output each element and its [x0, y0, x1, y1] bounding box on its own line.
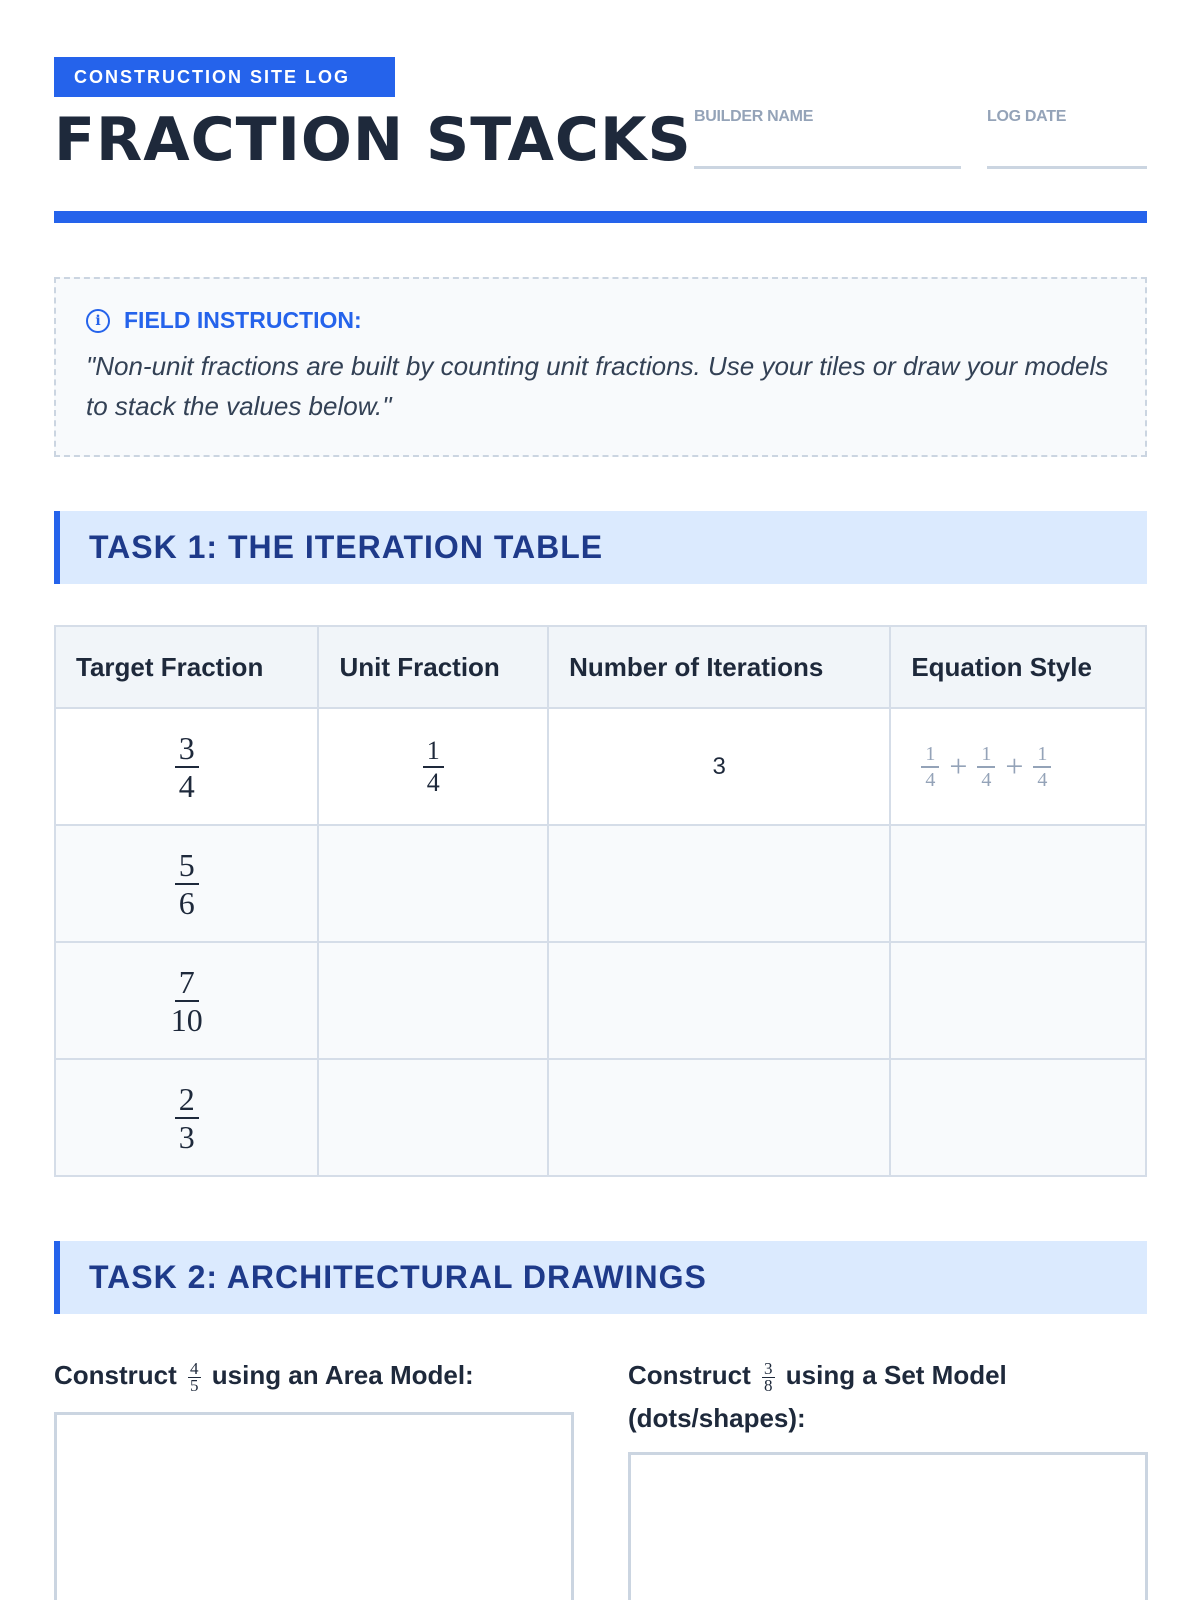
target-fraction-cell: $\frac{7}{10}$	[55, 942, 318, 1059]
iterations-cell[interactable]: 3	[548, 708, 890, 825]
target-fraction: $\frac{3}{4}$	[175, 732, 199, 802]
iteration-table	[54, 625, 1147, 1177]
target-fraction-cell	[55, 708, 318, 825]
unit-fraction: $\frac{1}{4}$	[423, 738, 444, 796]
log-date-label: LOG DATE	[987, 108, 1067, 125]
task1-heading: TASK 1: THE ITERATION TABLE	[54, 511, 1147, 584]
equation-cell[interactable]	[890, 708, 1146, 825]
area-model-drawing-box[interactable]	[54, 1412, 574, 1600]
table-row	[55, 942, 1146, 1059]
table-row	[55, 1059, 1146, 1176]
set-model-drawing-box[interactable]	[628, 1452, 1148, 1600]
field-instruction-box	[54, 277, 1147, 457]
table-row	[55, 708, 1146, 825]
target-fraction-cell: $\frac{5}{6}$	[55, 825, 318, 942]
builder-name-field[interactable]	[694, 166, 961, 169]
set-model-prompt: Construct $\frac{3}{8}$ using a Set Model (dots/shapes):	[628, 1358, 1007, 1433]
info-icon: i	[86, 309, 110, 333]
equation-cell[interactable]	[890, 942, 1146, 1059]
header-badge: CONSTRUCTION SITE LOG	[54, 57, 395, 97]
instruction-heading: FIELD INSTRUCTION:	[124, 307, 362, 333]
header-divider	[54, 211, 1147, 223]
equation-cell[interactable]	[890, 1059, 1146, 1176]
equation-cell[interactable]	[890, 825, 1146, 942]
unit-fraction-cell[interactable]	[318, 942, 548, 1059]
builder-name-label: BUILDER NAME	[694, 108, 814, 125]
column-header: Target Fraction	[55, 626, 318, 708]
instruction-text: "Non-unit fractions are built by counting unit fractions. Use your tiles or draw your models to stack the values below."	[86, 351, 1109, 421]
table-header-row	[55, 626, 1146, 708]
unit-fraction-cell[interactable]	[318, 1059, 548, 1176]
unit-fraction-cell[interactable]	[318, 825, 548, 942]
area-model-prompt: Construct $\frac{4}{5}$ using an Area Model:	[54, 1358, 474, 1395]
task2-heading: TASK 2: ARCHITECTURAL DRAWINGS	[54, 1241, 1147, 1314]
iterations-cell[interactable]	[548, 825, 890, 942]
equation-example: $\frac{1}{4}$ + $\frac{1}{4}$ + $\frac{1}{4}$	[891, 744, 1145, 790]
iterations-cell[interactable]	[548, 942, 890, 1059]
column-header: Number of Iterations	[548, 626, 890, 708]
page-title: FRACTION STACKS	[54, 105, 692, 175]
log-date-field[interactable]	[987, 166, 1147, 169]
unit-fraction-cell[interactable]	[318, 708, 548, 825]
target-fraction-cell: $\frac{2}{3}$	[55, 1059, 318, 1176]
column-header: Unit Fraction	[318, 626, 548, 708]
table-row	[55, 825, 1146, 942]
iterations-cell[interactable]	[548, 1059, 890, 1176]
column-header: Equation Style	[890, 626, 1146, 708]
